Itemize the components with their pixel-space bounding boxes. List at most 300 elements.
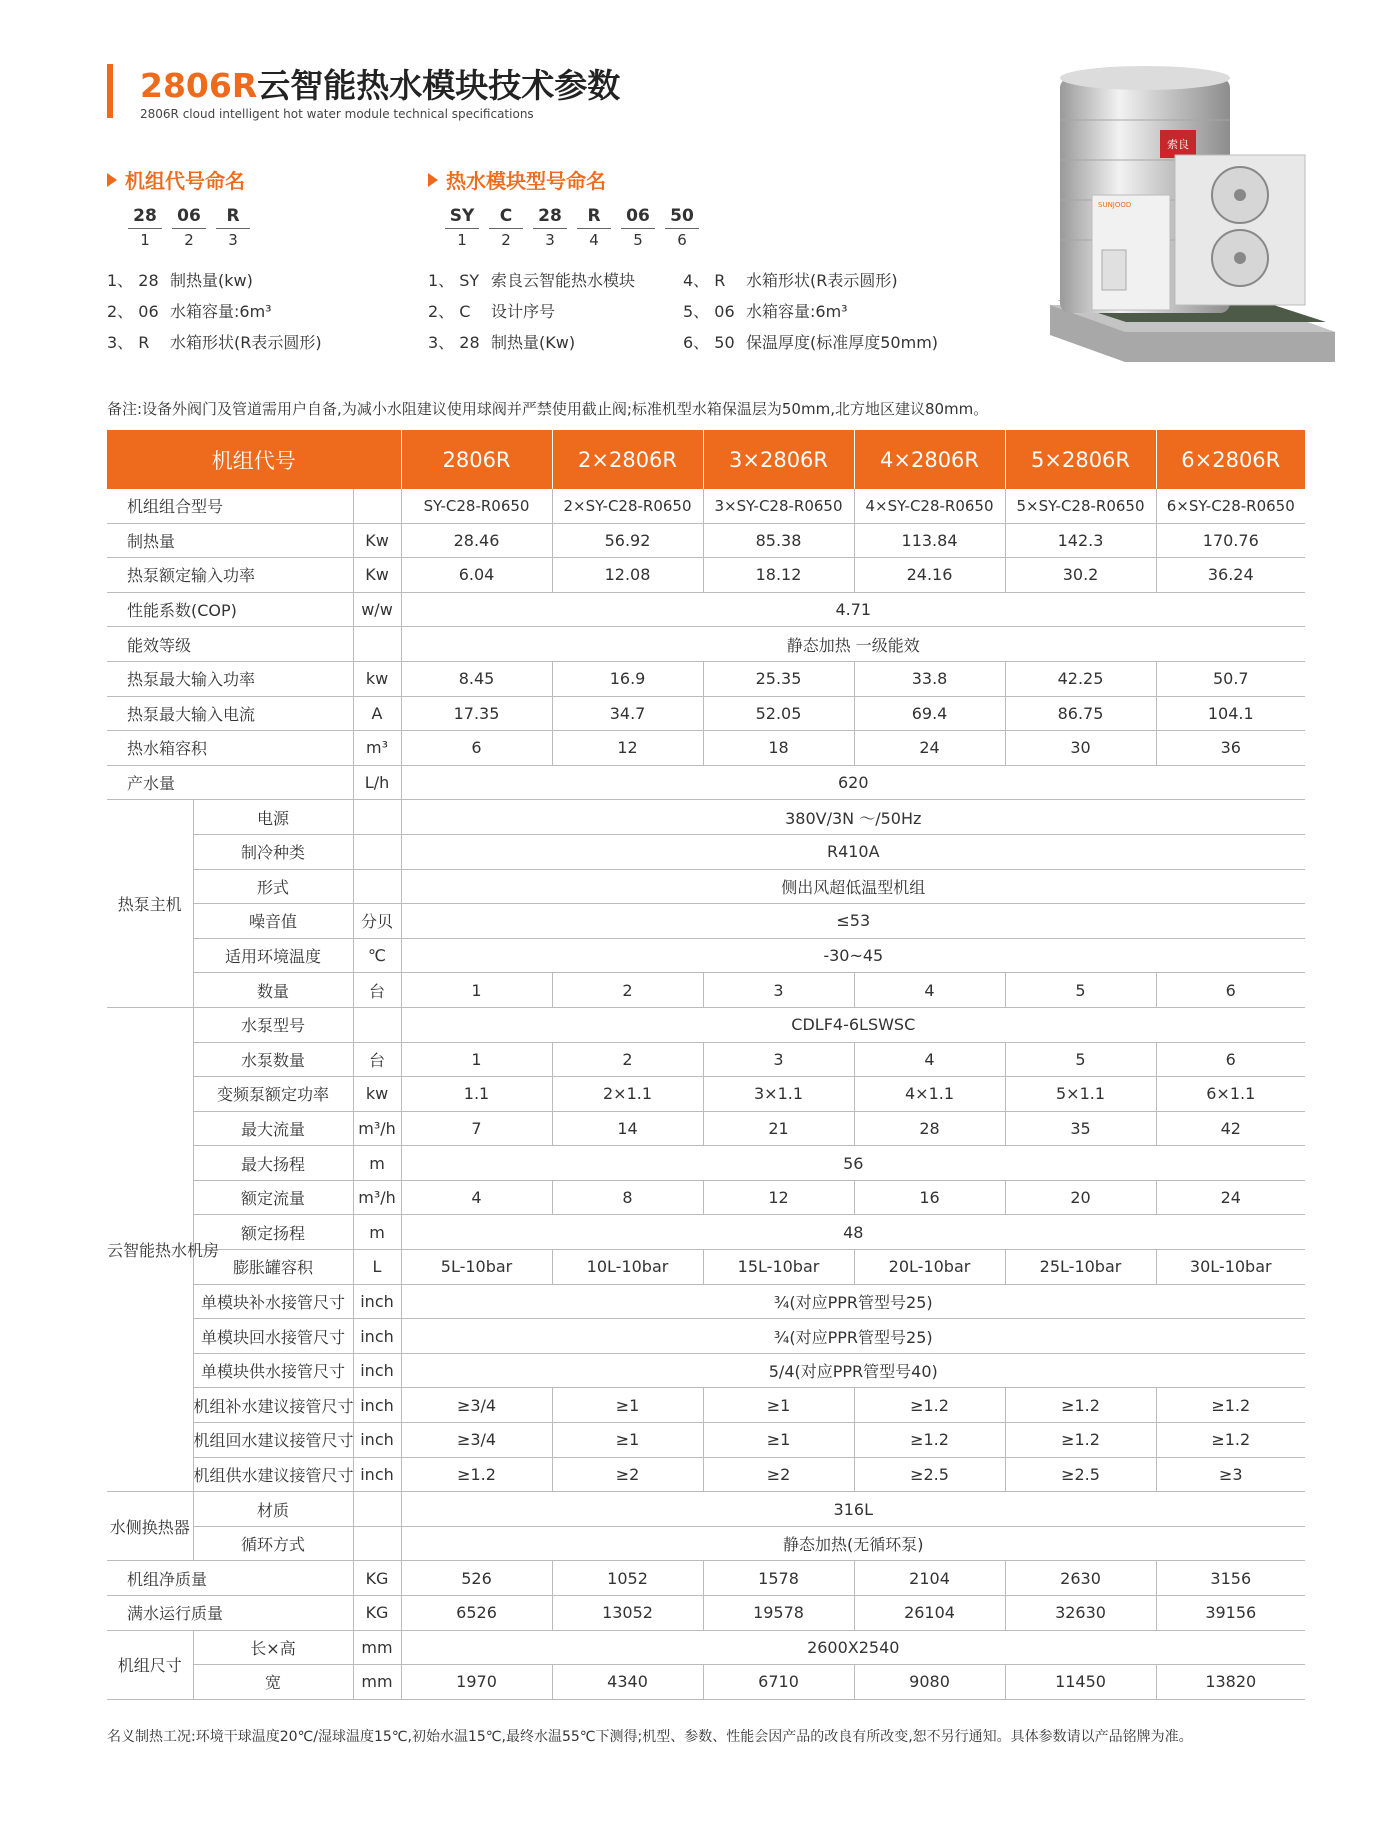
code-index: 3	[228, 231, 238, 249]
product-brand-en: SUNJOOD	[1098, 201, 1132, 209]
unit-cell: mm	[353, 1630, 401, 1665]
unit-cell: KG	[353, 1596, 401, 1631]
group-label: 云智能热水机房	[107, 1007, 193, 1491]
row-label: 制热量	[107, 523, 353, 558]
header-cell-model: 3×2806R	[703, 430, 854, 489]
value-cell: 24	[1156, 1180, 1305, 1215]
remarks: 备注:设备外阀门及管道需用户自备,为减小水阻建议使用球阀并严禁使用截止阀;标准机型水箱保温层为50mm,北方地区建议80mm。	[107, 400, 989, 418]
code-segment	[445, 206, 479, 249]
value-cell: 2104	[854, 1561, 1005, 1596]
unit-cell: inch	[353, 1423, 401, 1458]
table-row	[107, 1526, 1305, 1561]
value-cell-merged: 620	[401, 765, 1305, 800]
value-cell: 2	[552, 1042, 703, 1077]
unit-cell: m³/h	[353, 1111, 401, 1146]
table-row	[107, 731, 1305, 766]
value-cell: 2630	[1005, 1561, 1156, 1596]
value-cell: 6×SY-C28-R0650	[1156, 489, 1305, 523]
code-definition	[107, 299, 322, 330]
header-cell-model: 2×2806R	[552, 430, 703, 489]
row-label: 机组回水建议接管尺寸	[193, 1423, 353, 1458]
value-cell: 30.2	[1005, 558, 1156, 593]
code-index: 2	[501, 231, 511, 249]
value-cell: 42	[1156, 1111, 1305, 1146]
value-cell-merged: 静态加热(无循环泵)	[401, 1526, 1305, 1561]
code-definition	[683, 330, 938, 361]
value-cell: 86.75	[1005, 696, 1156, 731]
table-row	[107, 1353, 1305, 1388]
value-cell: 10L-10bar	[552, 1250, 703, 1285]
code-index: 3	[545, 231, 555, 249]
unit-cell: mm	[353, 1665, 401, 1700]
code-definition	[428, 330, 635, 361]
unit-cell	[353, 1492, 401, 1527]
value-cell: 4	[401, 1180, 552, 1215]
value-cell: ≥2.5	[1005, 1457, 1156, 1492]
code-value: 28	[533, 206, 567, 229]
value-cell: 1	[401, 1042, 552, 1077]
code-value: R	[577, 206, 611, 229]
row-label: 机组供水建议接管尺寸	[193, 1457, 353, 1492]
code-definition-text: 水箱容量:6m³	[746, 302, 848, 321]
unit-cell: Kw	[353, 523, 401, 558]
table-row	[107, 1561, 1305, 1596]
value-cell: 4×1.1	[854, 1077, 1005, 1112]
table-row	[107, 800, 1305, 835]
title-model: 2806R	[140, 66, 258, 105]
value-cell: ≥2	[552, 1457, 703, 1492]
code-definition	[683, 299, 938, 330]
value-cell: 13052	[552, 1596, 703, 1631]
unit-cell: 台	[353, 973, 401, 1008]
page-subtitle: 2806R cloud intelligent hot water module technical specifications	[140, 107, 534, 121]
table-row	[107, 489, 1305, 523]
value-cell: 19578	[703, 1596, 854, 1631]
unit-cell: KG	[353, 1561, 401, 1596]
value-cell: 4340	[552, 1665, 703, 1700]
code-definition-text: 索良云智能热水模块	[491, 271, 636, 290]
value-cell: ≥3/4	[401, 1388, 552, 1423]
unit-naming-heading-text: 机组代号命名	[125, 169, 245, 193]
table-row	[107, 765, 1305, 800]
unit-code-breakdown	[128, 206, 260, 249]
table-row	[107, 1077, 1305, 1112]
code-definition-text: 保温厚度(标准厚度50mm)	[746, 333, 939, 352]
module-code-definitions-left	[428, 268, 635, 361]
value-cell: 3×SY-C28-R0650	[703, 489, 854, 523]
value-cell: 24	[854, 731, 1005, 766]
code-definition-key: 1、 28	[107, 271, 159, 290]
code-index: 1	[457, 231, 467, 249]
table-row	[107, 1319, 1305, 1354]
row-label: 膨胀罐容积	[193, 1250, 353, 1285]
value-cell: 35	[1005, 1111, 1156, 1146]
value-cell: 33.8	[854, 661, 1005, 696]
code-segment	[489, 206, 523, 249]
value-cell: 7	[401, 1111, 552, 1146]
table-row	[107, 904, 1305, 939]
code-definition-key: 2、 C	[428, 302, 471, 321]
row-label: 制冷种类	[193, 834, 353, 869]
value-cell: 52.05	[703, 696, 854, 731]
code-definition-text: 制热量(kw)	[170, 271, 253, 290]
unit-naming-heading	[107, 165, 245, 194]
unit-cell	[353, 834, 401, 869]
row-label: 变频泵额定功率	[193, 1077, 353, 1112]
value-cell: 39156	[1156, 1596, 1305, 1631]
value-cell: 5×1.1	[1005, 1077, 1156, 1112]
unit-cell: inch	[353, 1388, 401, 1423]
value-cell: 2	[552, 973, 703, 1008]
value-cell: ≥1.2	[1005, 1388, 1156, 1423]
value-cell-merged: 静态加热 一级能效	[401, 627, 1305, 662]
unit-cell: L/h	[353, 765, 401, 800]
value-cell: 170.76	[1156, 523, 1305, 558]
value-cell: 12.08	[552, 558, 703, 593]
value-cell: 34.7	[552, 696, 703, 731]
value-cell: 5L-10bar	[401, 1250, 552, 1285]
row-label: 适用环境温度	[193, 938, 353, 973]
product-brand-label: 索良	[1167, 138, 1189, 151]
value-cell: 36	[1156, 731, 1305, 766]
unit-cell	[353, 869, 401, 904]
value-cell: 28	[854, 1111, 1005, 1146]
unit-cell: L	[353, 1250, 401, 1285]
value-cell: 526	[401, 1561, 552, 1596]
code-definition	[107, 268, 322, 299]
value-cell: 32630	[1005, 1596, 1156, 1631]
row-label: 产水量	[107, 765, 353, 800]
unit-cell: m	[353, 1215, 401, 1250]
row-label: 机组补水建议接管尺寸	[193, 1388, 353, 1423]
value-cell: SY-C28-R0650	[401, 489, 552, 523]
row-label: 热水箱容积	[107, 731, 353, 766]
code-definition	[428, 299, 635, 330]
value-cell: 18.12	[703, 558, 854, 593]
value-cell: ≥1.2	[854, 1388, 1005, 1423]
table-row	[107, 869, 1305, 904]
row-label: 水泵数量	[193, 1042, 353, 1077]
row-label: 额定扬程	[193, 1215, 353, 1250]
value-cell: 25L-10bar	[1005, 1250, 1156, 1285]
row-label: 长×高	[193, 1630, 353, 1665]
code-segment	[577, 206, 611, 249]
value-cell: 3156	[1156, 1561, 1305, 1596]
table-row	[107, 627, 1305, 662]
unit-cell: 台	[353, 1042, 401, 1077]
value-cell-merged: R410A	[401, 834, 1305, 869]
value-cell-merged: 2600X2540	[401, 1630, 1305, 1665]
code-index: 4	[589, 231, 599, 249]
row-label: 形式	[193, 869, 353, 904]
row-label: 热泵最大输入电流	[107, 696, 353, 731]
row-label: 电源	[193, 800, 353, 835]
code-segment	[216, 206, 250, 249]
code-value: R	[216, 206, 250, 229]
value-cell-merged: 380V/3N ～/50Hz	[401, 800, 1305, 835]
value-cell-merged: ≤53	[401, 904, 1305, 939]
code-definition-key: 3、 28	[428, 333, 480, 352]
table-row	[107, 1630, 1305, 1665]
table-row	[107, 592, 1305, 627]
value-cell: 5	[1005, 1042, 1156, 1077]
value-cell: 6×1.1	[1156, 1077, 1305, 1112]
table-row	[107, 696, 1305, 731]
code-segment	[665, 206, 699, 249]
code-segment	[533, 206, 567, 249]
row-label: 机组净质量	[107, 1561, 353, 1596]
unit-cell: ℃	[353, 938, 401, 973]
unit-cell: A	[353, 696, 401, 731]
row-label: 机组组合型号	[107, 489, 353, 523]
value-cell: 9080	[854, 1665, 1005, 1700]
code-definition-key: 6、 50	[683, 333, 735, 352]
value-cell: 15L-10bar	[703, 1250, 854, 1285]
value-cell-merged: 48	[401, 1215, 1305, 1250]
table-row	[107, 1250, 1305, 1285]
value-cell: 28.46	[401, 523, 552, 558]
table-row	[107, 1665, 1305, 1700]
value-cell: 8	[552, 1180, 703, 1215]
value-cell: 3	[703, 973, 854, 1008]
value-cell: 1.1	[401, 1077, 552, 1112]
group-label: 机组尺寸	[107, 1630, 193, 1699]
value-cell-merged: 4.71	[401, 592, 1305, 627]
value-cell: 16.9	[552, 661, 703, 696]
table-row	[107, 661, 1305, 696]
unit-cell: Kw	[353, 558, 401, 593]
value-cell-merged: 56	[401, 1146, 1305, 1181]
value-cell-merged: -30~45	[401, 938, 1305, 973]
value-cell: 4	[854, 973, 1005, 1008]
table-row	[107, 938, 1305, 973]
unit-cell	[353, 1526, 401, 1561]
code-definition-key: 5、 06	[683, 302, 735, 321]
unit-cell: inch	[353, 1353, 401, 1388]
value-cell: 5×SY-C28-R0650	[1005, 489, 1156, 523]
table-row	[107, 1180, 1305, 1215]
code-value: 50	[665, 206, 699, 229]
header-cell-label: 机组代号	[107, 430, 401, 489]
value-cell: 6526	[401, 1596, 552, 1631]
value-cell: 5	[1005, 973, 1156, 1008]
value-cell: 6710	[703, 1665, 854, 1700]
unit-cell: m³	[353, 731, 401, 766]
value-cell: ≥1.2	[401, 1457, 552, 1492]
code-index: 5	[633, 231, 643, 249]
value-cell: 69.4	[854, 696, 1005, 731]
unit-cell	[353, 627, 401, 662]
value-cell-merged: 316L	[401, 1492, 1305, 1527]
value-cell: 17.35	[401, 696, 552, 731]
header-cell-model: 2806R	[401, 430, 552, 489]
value-cell: 56.92	[552, 523, 703, 558]
row-label: 材质	[193, 1492, 353, 1527]
table-row	[107, 1492, 1305, 1527]
code-segment	[621, 206, 655, 249]
unit-cell: kw	[353, 1077, 401, 1112]
row-label: 噪音值	[193, 904, 353, 939]
value-cell: ≥1	[552, 1423, 703, 1458]
value-cell: ≥2.5	[854, 1457, 1005, 1492]
row-label: 单模块供水接管尺寸	[193, 1353, 353, 1388]
code-definition	[428, 268, 635, 299]
row-label: 热泵最大输入功率	[107, 661, 353, 696]
unit-cell: m³/h	[353, 1180, 401, 1215]
unit-cell	[353, 800, 401, 835]
table-row	[107, 1388, 1305, 1423]
value-cell: 1970	[401, 1665, 552, 1700]
module-code-definitions-right	[683, 268, 938, 361]
value-cell: 113.84	[854, 523, 1005, 558]
value-cell: 36.24	[1156, 558, 1305, 593]
unit-cell: w/w	[353, 592, 401, 627]
unit-cell: 分贝	[353, 904, 401, 939]
value-cell: 30	[1005, 731, 1156, 766]
value-cell: ≥1	[552, 1388, 703, 1423]
row-label: 宽	[193, 1665, 353, 1700]
value-cell: 104.1	[1156, 696, 1305, 731]
group-label: 热泵主机	[107, 800, 193, 1008]
value-cell: 16	[854, 1180, 1005, 1215]
value-cell-merged: 侧出风超低温型机组	[401, 869, 1305, 904]
value-cell: ≥1	[703, 1423, 854, 1458]
table-row	[107, 1457, 1305, 1492]
value-cell: ≥1.2	[1156, 1388, 1305, 1423]
table-row	[107, 1596, 1305, 1631]
row-label: 能效等级	[107, 627, 353, 662]
table-row	[107, 834, 1305, 869]
row-label: 数量	[193, 973, 353, 1008]
code-definition-text: 水箱形状(R表示圆形)	[746, 271, 898, 290]
triangle-icon	[107, 173, 117, 187]
row-label: 热泵额定输入功率	[107, 558, 353, 593]
row-label: 单模块补水接管尺寸	[193, 1284, 353, 1319]
value-cell: 6	[401, 731, 552, 766]
module-code-breakdown	[445, 206, 709, 249]
code-definition-text: 水箱容量:6m³	[170, 302, 272, 321]
code-definition-text: 设计序号	[491, 302, 556, 321]
value-cell: 2×1.1	[552, 1077, 703, 1112]
value-cell: 6	[1156, 973, 1305, 1008]
value-cell-merged: 5/4(对应PPR管型号40)	[401, 1353, 1305, 1388]
value-cell: 3×1.1	[703, 1077, 854, 1112]
value-cell: 85.38	[703, 523, 854, 558]
product-photo	[1040, 60, 1340, 380]
value-cell: 26104	[854, 1596, 1005, 1631]
value-cell: 4×SY-C28-R0650	[854, 489, 1005, 523]
code-definition-key: 2、 06	[107, 302, 159, 321]
row-label: 最大流量	[193, 1111, 353, 1146]
code-definition-text: 水箱形状(R表示圆形)	[170, 333, 322, 352]
table-row	[107, 1007, 1305, 1042]
unit-cell: inch	[353, 1457, 401, 1492]
table-row	[107, 558, 1305, 593]
unit-cell: m	[353, 1146, 401, 1181]
code-index: 2	[184, 231, 194, 249]
code-definition-text: 制热量(Kw)	[491, 333, 576, 352]
header-cell-model: 4×2806R	[854, 430, 1005, 489]
code-value: C	[489, 206, 523, 229]
row-label: 最大扬程	[193, 1146, 353, 1181]
module-naming-heading-text: 热水模块型号命名	[446, 169, 606, 193]
code-index: 1	[140, 231, 150, 249]
code-definition	[107, 330, 322, 361]
row-label: 满水运行质量	[107, 1596, 353, 1631]
value-cell-merged: CDLF4-6LSWSC	[401, 1007, 1305, 1042]
value-cell: ≥1.2	[1156, 1423, 1305, 1458]
code-definition-key: 3、 R	[107, 333, 150, 352]
table-row	[107, 1042, 1305, 1077]
value-cell: 20	[1005, 1180, 1156, 1215]
code-segment	[172, 206, 206, 249]
value-cell-merged: ¾(对应PPR管型号25)	[401, 1284, 1305, 1319]
value-cell: 2×SY-C28-R0650	[552, 489, 703, 523]
value-cell: 12	[552, 731, 703, 766]
code-value: 28	[128, 206, 162, 229]
value-cell: 30L-10bar	[1156, 1250, 1305, 1285]
row-label: 单模块回水接管尺寸	[193, 1319, 353, 1354]
footer-note: 名义制热工况:环境干球温度20℃/湿球温度15℃,初始水温15℃,最终水温55℃下测得;机型、参数、性能会因产品的改良有所改变,恕不另行通知。具体参数请以产品铭牌为准。	[107, 1729, 1193, 1745]
value-cell-merged: ¾(对应PPR管型号25)	[401, 1319, 1305, 1354]
value-cell: ≥1.2	[854, 1423, 1005, 1458]
group-label: 水侧换热器	[107, 1492, 193, 1561]
title-accent-bar	[107, 64, 113, 118]
row-label: 循环方式	[193, 1526, 353, 1561]
header-cell-model: 5×2806R	[1005, 430, 1156, 489]
value-cell: 4	[854, 1042, 1005, 1077]
value-cell: 3	[703, 1042, 854, 1077]
spec-table-header	[107, 430, 1305, 489]
code-value: 06	[621, 206, 655, 229]
value-cell: ≥1.2	[1005, 1423, 1156, 1458]
code-value: SY	[445, 206, 479, 229]
value-cell: 1578	[703, 1561, 854, 1596]
value-cell: 6.04	[401, 558, 552, 593]
value-cell: ≥2	[703, 1457, 854, 1492]
table-row	[107, 1215, 1305, 1250]
row-label: 水泵型号	[193, 1007, 353, 1042]
code-definition	[683, 268, 938, 299]
table-row	[107, 1146, 1305, 1181]
row-label: 性能系数(COP)	[107, 592, 353, 627]
value-cell: 8.45	[401, 661, 552, 696]
value-cell: 142.3	[1005, 523, 1156, 558]
value-cell: 18	[703, 731, 854, 766]
code-definition-key: 1、 SY	[428, 271, 480, 290]
module-naming-heading	[428, 165, 606, 194]
value-cell: 50.7	[1156, 661, 1305, 696]
value-cell: 12	[703, 1180, 854, 1215]
value-cell: 42.25	[1005, 661, 1156, 696]
title-text: 云智能热水模块技术参数	[257, 66, 621, 105]
value-cell: 24.16	[854, 558, 1005, 593]
table-row	[107, 1284, 1305, 1319]
code-index: 6	[677, 231, 687, 249]
header-cell-model: 6×2806R	[1156, 430, 1305, 489]
table-row	[107, 523, 1305, 558]
unit-code-definitions	[107, 268, 322, 361]
value-cell: 11450	[1005, 1665, 1156, 1700]
value-cell: 14	[552, 1111, 703, 1146]
value-cell: 1052	[552, 1561, 703, 1596]
table-row	[107, 1423, 1305, 1458]
value-cell: ≥3	[1156, 1457, 1305, 1492]
unit-cell: inch	[353, 1319, 401, 1354]
value-cell: 13820	[1156, 1665, 1305, 1700]
value-cell: 6	[1156, 1042, 1305, 1077]
value-cell: 20L-10bar	[854, 1250, 1005, 1285]
